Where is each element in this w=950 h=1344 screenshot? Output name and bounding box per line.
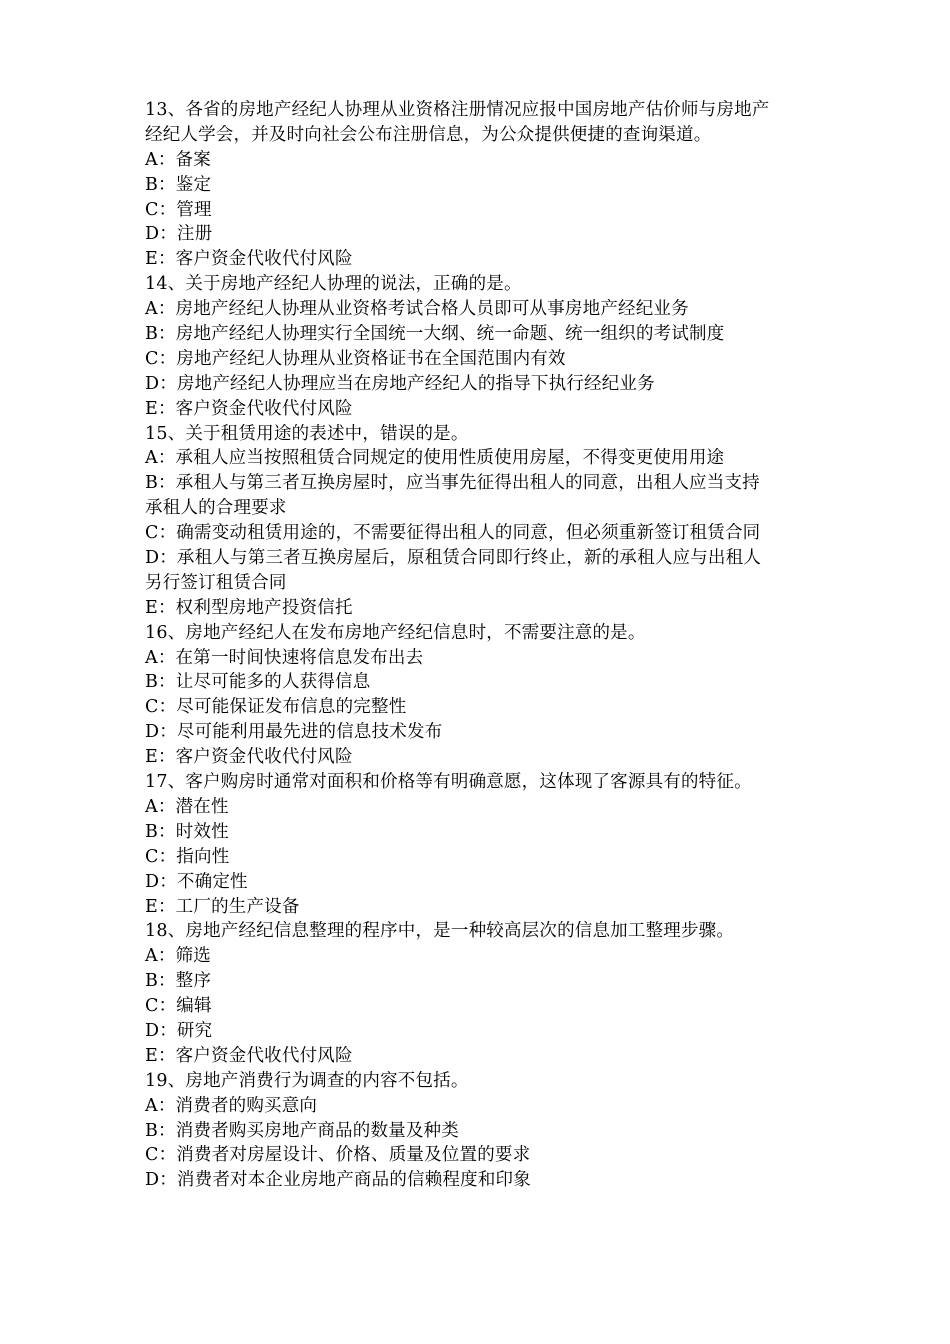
question-13-option-c: C：管理	[145, 199, 212, 220]
question-18-text: 18、房地产经纪信息整理的程序中，是一种较高层次的信息加工整理步骤。	[145, 921, 735, 942]
question-19-option-b: B：消费者购买房地产商品的数量及种类	[145, 1120, 459, 1141]
question-15-option-c: C：确需变动租赁用途的，不需要征得出租人的同意，但必须重新签订租赁合同	[145, 523, 761, 544]
question-15-text: 15、关于租赁用途的表述中，错误的是。	[145, 423, 469, 444]
document-body	[145, 98, 815, 1193]
question-17-option-e: E：工厂的生产设备	[145, 896, 300, 917]
question-17-option-a: A：潜在性	[145, 796, 229, 817]
question-19-text: 19、房地产消费行为调查的内容不包括。	[145, 1070, 469, 1091]
question-19-option-a: A：消费者的购买意向	[145, 1095, 318, 1116]
question-18-option-c: C：编辑	[145, 996, 212, 1017]
question-17-option-c: C：指向性	[145, 846, 230, 867]
question-14-option-e: E：客户资金代收代付风险	[145, 398, 353, 419]
question-17-option-b: B：时效性	[145, 821, 229, 842]
question-16-text: 16、房地产经纪人在发布房地产经纪信息时，不需要注意的是。	[145, 622, 646, 643]
question-15-option-b-line-2: 承租人的合理要求	[145, 498, 287, 519]
question-14-option-d: D：房地产经纪人协理应当在房地产经纪人的指导下执行经纪业务	[145, 373, 655, 394]
question-13-option-e: E：客户资金代收代付风险	[145, 249, 353, 270]
question-15-option-d-line-1: D：承租人与第三者互换房屋后，原租赁合同即行终止，新的承租人应与出租人	[145, 548, 762, 569]
question-13-option-d: D：注册	[145, 224, 213, 245]
question-18-option-d: D：研究	[145, 1020, 213, 1041]
question-15-option-e: E：权利型房地产投资信托	[145, 597, 353, 618]
question-19-option-c: C：消费者对房屋设计、价格、质量及位置的要求	[145, 1145, 531, 1166]
question-16-option-b: B：让尽可能多的人获得信息	[145, 672, 371, 693]
question-15-option-b-line-1: B：承租人与第三者互换房屋时，应当事先征得出租人的同意，出租人应当支持	[145, 473, 760, 494]
question-16-option-c: C：尽可能保证发布信息的完整性	[145, 697, 407, 718]
question-14-text: 14、关于房地产经纪人协理的说法，正确的是。	[145, 274, 522, 295]
question-17-option-d: D：不确定性	[145, 871, 248, 892]
question-15-option-d-line-2: 另行签订租赁合同	[145, 572, 287, 593]
question-13-option-b: B：鉴定	[145, 174, 212, 195]
question-16-option-d: D：尽可能利用最先进的信息技术发布	[145, 722, 443, 743]
question-17-text: 17、客户购房时通常对面积和价格等有明确意愿，这体现了客源具有的特征。	[145, 772, 752, 793]
question-14-option-c: C：房地产经纪人协理从业资格证书在全国范围内有效	[145, 348, 566, 369]
question-16-option-a: A：在第一时间快速将信息发布出去	[145, 647, 424, 668]
question-13-option-a: A：备案	[145, 149, 211, 170]
question-18-option-e: E：客户资金代收代付风险	[145, 1045, 353, 1066]
question-13-text-line-2: 经纪人学会，并及时向社会公布注册信息，为公众提供便捷的查询渠道。	[145, 124, 712, 145]
question-13-text-line-1: 13、各省的房地产经纪人协理从业资格注册情况应报中国房地产估价师与房地产	[145, 100, 770, 120]
question-14-option-b: B：房地产经纪人协理实行全国统一大纲、统一命题、统一组织的考试制度	[145, 324, 725, 345]
question-14-option-a: A：房地产经纪人协理从业资格考试合格人员即可从事房地产经纪业务	[145, 299, 689, 320]
question-15-option-a: A：承租人应当按照租赁合同规定的使用性质使用房屋，不得变更使用用途	[145, 448, 725, 469]
question-19-option-d: D：消费者对本企业房地产商品的信赖程度和印象	[145, 1170, 531, 1191]
question-16-option-e: E：客户资金代收代付风险	[145, 747, 353, 768]
question-18-option-b: B：整序	[145, 971, 212, 992]
question-18-option-a: A：筛选	[145, 946, 211, 967]
